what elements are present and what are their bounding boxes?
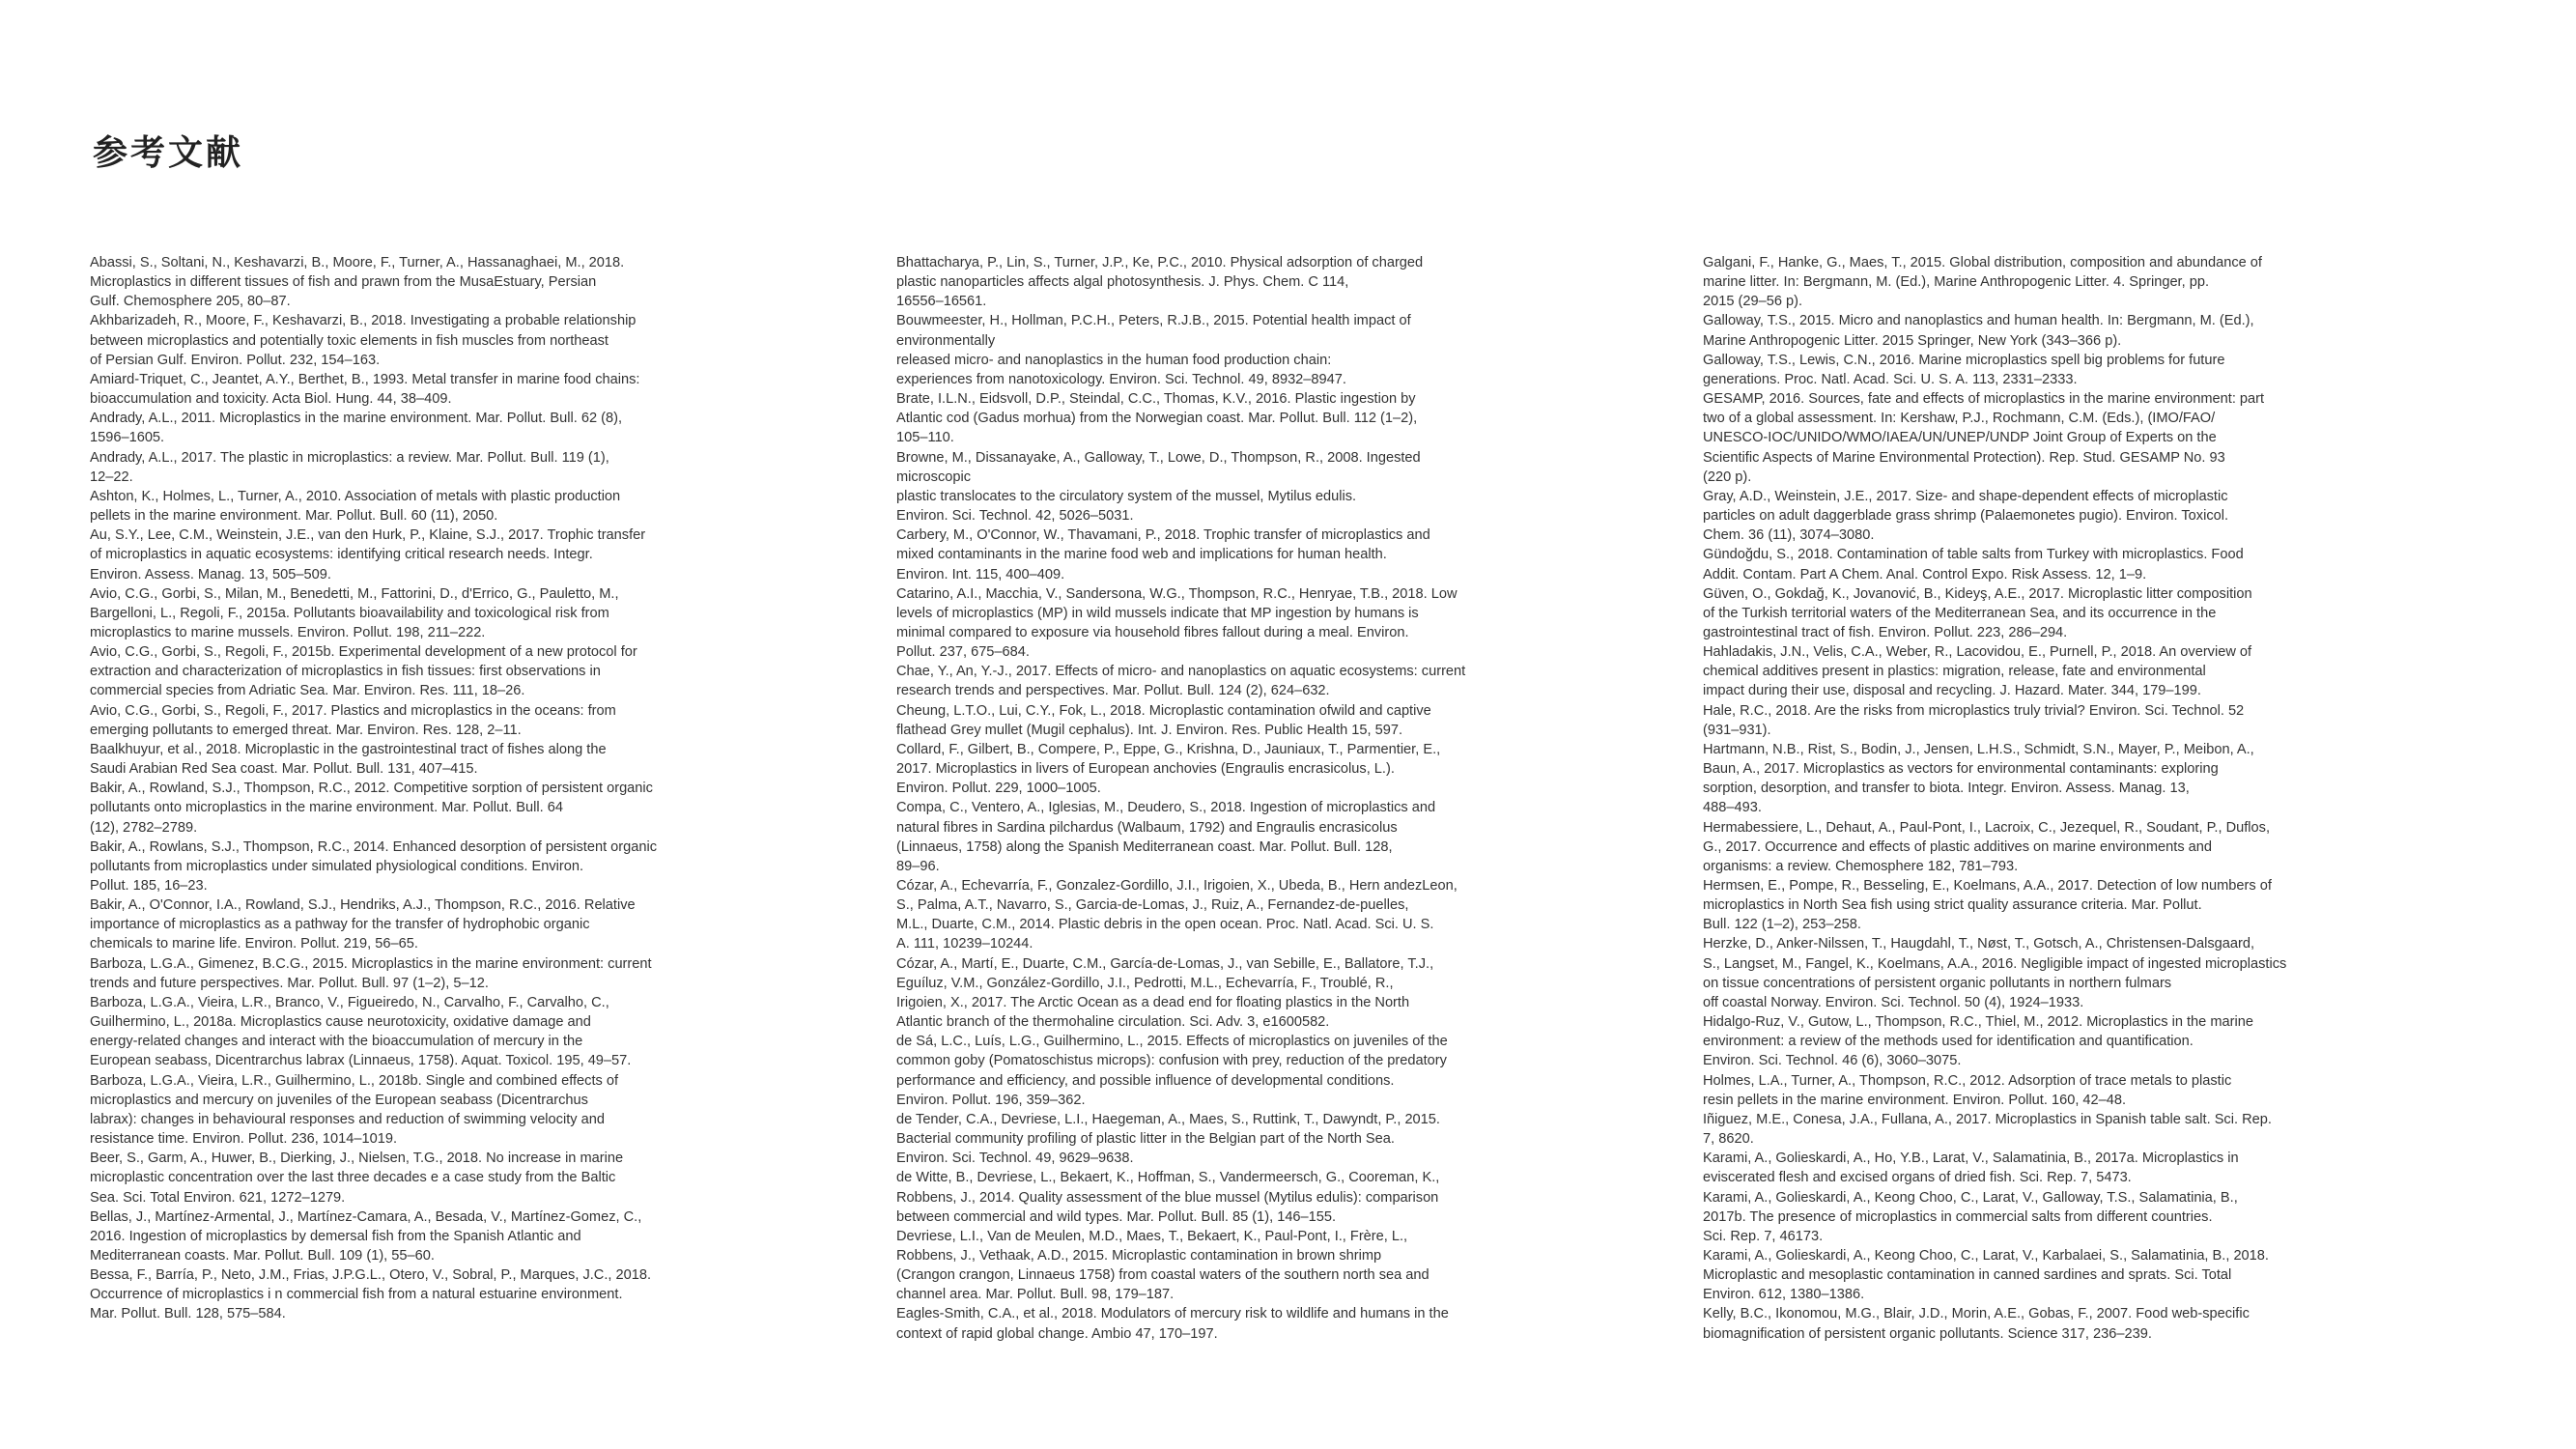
- reference-line: Hahladakis, J.N., Velis, C.A., Weber, R., Lacovidou, E., Purnell, P., 2018. An overview of: [1703, 644, 2252, 661]
- reference-line: (220 p).: [1703, 469, 1752, 485]
- reference-column-1: [90, 253, 747, 1324]
- reference-line: common goby (Pomatoschistus microps): confusion with prey, reduction of the predatory: [896, 1053, 1447, 1069]
- reference-line: Scientific Aspects of Marine Environmental Protection). Rep. Stud. GESAMP No. 93: [1703, 449, 2225, 466]
- reference-line: GESAMP, 2016. Sources, fate and effects of microplastics in the marine environment: part: [1703, 391, 2265, 408]
- reference-line: Sci. Rep. 7, 46173.: [1703, 1228, 1824, 1244]
- reference-line: Hartmann, N.B., Rist, S., Bodin, J., Jensen, L.H.S., Schmidt, S.N., Mayer, P., Meibon, A.,: [1703, 741, 2254, 757]
- reference-column-2: [896, 253, 1553, 1344]
- reference-line: released micro- and nanoplastics in the human food production chain:: [896, 352, 1332, 368]
- reference-line: S., Langset, M., Fangel, K., Koelmans, A.A., 2016. Negligible impact of ingested microplastics: [1703, 955, 2287, 972]
- reference-line: Atlantic branch of the thermohaline circulation. Sci. Adv. 3, e1600582.: [896, 1014, 1330, 1031]
- reference-line: 89–96.: [896, 858, 940, 874]
- reference-line: Marine Anthropogenic Litter. 2015 Springer, New York (343–366 p).: [1703, 332, 2122, 349]
- reference-line: generations. Proc. Natl. Acad. Sci. U. S. A. 113, 2331–2333.: [1703, 371, 2078, 387]
- reference-line: Sea. Sci. Total Environ. 621, 1272–1279.: [90, 1189, 346, 1206]
- reference-line: Microplastic and mesoplastic contamination in canned sardines and sprats. Sci. Total: [1703, 1267, 2232, 1284]
- reference-line: Herzke, D., Anker-Nilssen, T., Haugdahl, T., Nøst, T., Gotsch, A., Christensen-Dalsgaard,: [1703, 936, 2255, 952]
- reference-line: impact during their use, disposal and recycling. J. Hazard. Mater. 344, 179–199.: [1703, 683, 2201, 699]
- reference-line: Bellas, J., Martínez-Armental, J., Martínez-Camara, A., Besada, V., Martínez-Gomez, C.,: [90, 1208, 642, 1225]
- reference-line: Carbery, M., O'Connor, W., Thavamani, P., 2018. Trophic transfer of microplastics and: [896, 527, 1430, 544]
- reference-line: Gulf. Chemosphere 205, 80–87.: [90, 294, 291, 310]
- reference-line: Mar. Pollut. Bull. 128, 575–584.: [90, 1306, 286, 1322]
- reference-line: Ashton, K., Holmes, L., Turner, A., 2010. Association of metals with plastic production: [90, 488, 621, 504]
- reference-line: on tissue concentrations of persistent organic pollutants in northern fulmars: [1703, 975, 2172, 991]
- reference-line: levels of microplastics (MP) in wild mussels indicate that MP ingestion by humans is: [896, 605, 1419, 621]
- reference-line: extraction and characterization of microplastics in fish tissues: first observations in: [90, 664, 601, 680]
- reference-line: 105–110.: [896, 430, 954, 446]
- reference-line: Devriese, L.I., Van de Meulen, M.D., Maes, T., Bekaert, K., Paul-Pont, I., Frère, L.,: [896, 1228, 1408, 1244]
- reference-line: Bakir, A., O'Connor, I.A., Rowland, S.J., Hendriks, A.J., Thompson, R.C., 2016. Relative: [90, 897, 636, 914]
- reference-line: Environ. Assess. Manag. 13, 505–509.: [90, 566, 331, 582]
- reference-line: Cózar, A., Echevarría, F., Gonzalez-Gordillo, J.I., Irigoien, X., Ubeda, B., Hern andezLeon,: [896, 878, 1458, 894]
- reference-line: bioaccumulation and toxicity. Acta Biol. Hung. 44, 38–409.: [90, 391, 452, 408]
- reference-line: 488–493.: [1703, 800, 1762, 816]
- reference-line: de Tender, C.A., Devriese, L.I., Haegeman, A., Maes, S., Ruttink, T., Dawyndt, P., 2015.: [896, 1111, 1440, 1127]
- reference-line: Hidalgo-Ruz, V., Gutow, L., Thompson, R.C., Thiel, M., 2012. Microplastics in the marine: [1703, 1014, 2253, 1031]
- reference-line: between microplastics and potentially toxic elements in fish muscles from northeast: [90, 332, 609, 349]
- reference-line: de Sá, L.C., Luís, L.G., Guilhermino, L., 2015. Effects of microplastics on juveniles of the: [896, 1034, 1448, 1050]
- reference-line: Catarino, A.I., Macchia, V., Sandersona, W.G., Thompson, R.C., Henryae, T.B., 2018. Low: [896, 585, 1458, 602]
- reference-line: sorption, desorption, and transfer to biota. Integr. Environ. Assess. Manag. 13,: [1703, 781, 2190, 797]
- reference-line: Andrady, A.L., 2011. Microplastics in the marine environment. Mar. Pollut. Bull. 62 (8),: [90, 411, 623, 427]
- reference-line: Pollut. 237, 675–684.: [896, 644, 1030, 661]
- reference-line: (12), 2782–2789.: [90, 819, 198, 836]
- reference-line: pollutants from microplastics under simulated physiological conditions. Environ.: [90, 858, 584, 874]
- reference-line: Environ. Sci. Technol. 42, 5026–5031.: [896, 508, 1134, 525]
- reference-line: Environ. Pollut. 196, 359–362.: [896, 1092, 1086, 1108]
- reference-line: Environ. Sci. Technol. 46 (6), 3060–3075.: [1703, 1053, 1962, 1069]
- reference-line: gastrointestinal tract of fish. Environ. Pollut. 223, 286–294.: [1703, 624, 2068, 640]
- reference-line: plastic nanoparticles affects algal photosynthesis. J. Phys. Chem. C 114,: [896, 274, 1349, 291]
- reference-line: environment: a review of the methods used for identification and quantification.: [1703, 1034, 2194, 1050]
- reference-line: Addit. Contam. Part A Chem. Anal. Control Expo. Risk Assess. 12, 1–9.: [1703, 566, 2147, 582]
- reference-line: Baun, A., 2017. Microplastics as vectors for environmental contaminants: exploring: [1703, 761, 2219, 778]
- reference-line: Güven, O., Gokdağ, K., Jovanović, B., Kideyş, A.E., 2017. Microplastic litter composition: [1703, 585, 2252, 602]
- reference-line: 2016. Ingestion of microplastics by demersal fish from the Spanish Atlantic and: [90, 1228, 581, 1244]
- reference-line: Environ. Sci. Technol. 49, 9629–9638.: [896, 1151, 1134, 1167]
- reference-line: Karami, A., Golieskardi, A., Keong Choo, C., Larat, V., Galloway, T.S., Salamatinia, B.,: [1703, 1189, 2238, 1206]
- reference-line: Abassi, S., Soltani, N., Keshavarzi, B., Moore, F., Turner, A., Hassanaghaei, M., 2018.: [90, 255, 625, 270]
- reference-line: of the Turkish territorial waters of the Mediterranean Sea, and its occurrence in the: [1703, 605, 2217, 621]
- reference-line: Compa, C., Ventero, A., Iglesias, M., Deudero, S., 2018. Ingestion of microplastics and: [896, 800, 1436, 816]
- reference-line: Barboza, L.G.A., Gimenez, B.C.G., 2015. Microplastics in the marine environment: current: [90, 955, 652, 972]
- reference-line: Bhattacharya, P., Lin, S., Turner, J.P., Ke, P.C., 2010. Physical adsorption of charged: [896, 255, 1424, 270]
- reference-line: particles on adult daggerblade grass shrimp (Palaemonetes pugio). Environ. Toxicol.: [1703, 508, 2229, 525]
- reference-line: Saudi Arabian Red Sea coast. Mar. Pollut. Bull. 131, 407–415.: [90, 761, 478, 778]
- reference-line: Environ. Int. 115, 400–409.: [896, 566, 1065, 582]
- reference-line: M.L., Duarte, C.M., 2014. Plastic debris in the open ocean. Proc. Natl. Acad. Sci. U. S.: [896, 917, 1434, 933]
- reference-line: Collard, F., Gilbert, B., Compere, P., Eppe, G., Krishna, D., Jauniaux, T., Parmentier, E.,: [896, 741, 1441, 757]
- reference-line: (931–931).: [1703, 722, 1771, 738]
- reference-line: Chae, Y., An, Y.-J., 2017. Effects of micro- and nanoplastics on aquatic ecosystems: current: [896, 664, 1466, 680]
- reference-line: Baalkhuyur, et al., 2018. Microplastic in the gastrointestinal tract of fishes along the: [90, 741, 607, 757]
- reference-line: 1596–1605.: [90, 430, 165, 446]
- reference-line: 2015 (29–56 p).: [1703, 294, 1803, 310]
- reference-line: Avio, C.G., Gorbi, S., Regoli, F., 2015b. Experimental development of a new protocol for: [90, 644, 637, 661]
- reference-line: of microplastics in aquatic ecosystems: identifying critical research needs. Integr.: [90, 547, 593, 563]
- reference-line: pellets in the marine environment. Mar. Pollut. Bull. 60 (11), 2050.: [90, 508, 498, 525]
- reference-line: Karami, A., Golieskardi, A., Keong Choo, C., Larat, V., Karbalaei, S., Salamatinia, B., 2018.: [1703, 1247, 2269, 1264]
- reference-line: G., 2017. Occurrence and effects of plastic additives on marine environments and: [1703, 838, 2213, 855]
- reference-line: de Witte, B., Devriese, L., Bekaert, K., Hoffman, S., Vandermeersch, G., Cooreman, K.,: [896, 1170, 1440, 1186]
- reference-line: plastic translocates to the circulatory system of the mussel, Mytilus edulis.: [896, 488, 1357, 504]
- reference-line: microplastic concentration over the last three decades e a case study from the Baltic: [90, 1170, 616, 1186]
- reference-line: Eagles-Smith, C.A., et al., 2018. Modulators of mercury risk to wildlife and humans in the: [896, 1306, 1449, 1322]
- reference-line: Barboza, L.G.A., Vieira, L.R., Guilhermino, L., 2018b. Single and combined effects of: [90, 1072, 619, 1089]
- reference-line: Irigoien, X., 2017. The Arctic Ocean as a dead end for floating plastics in the North: [896, 994, 1410, 1010]
- reference-line: Hale, R.C., 2018. Are the risks from microplastics truly trivial? Environ. Sci. Technol. 52: [1703, 702, 2245, 719]
- reference-line: Guilhermino, L., 2018a. Microplastics cause neurotoxicity, oxidative damage and: [90, 1014, 591, 1031]
- reference-line: microscopic: [896, 469, 972, 485]
- reference-line: natural fibres in Sardina pilchardus (Walbaum, 1792) and Engraulis encrasicolus: [896, 819, 1398, 836]
- reference-line: Au, S.Y., Lee, C.M., Weinstein, J.E., van den Hurk, P., Klaine, S.J., 2017. Trophic transfer: [90, 527, 646, 544]
- reference-line: Bakir, A., Rowlans, S.J., Thompson, R.C., 2014. Enhanced desorption of persistent organic: [90, 838, 658, 855]
- reference-line: experiences from nanotoxicology. Environ. Sci. Technol. 49, 8932–8947.: [896, 371, 1346, 387]
- reference-line: Andrady, A.L., 2017. The plastic in microplastics: a review. Mar. Pollut. Bull. 119 (1),: [90, 449, 609, 466]
- reference-line: flathead Grey mullet (Mugil cephalus). Int. J. Environ. Res. Public Health 15, 597.: [896, 722, 1403, 738]
- reference-line: 16556–16561.: [896, 294, 987, 310]
- reference-line: European seabass, Dicentrarchus labrax (Linnaeus, 1758). Aquat. Toxicol. 195, 49–57.: [90, 1053, 632, 1069]
- reference-line: Bargelloni, L., Regoli, F., 2015a. Pollutants bioavailability and toxicological risk from: [90, 605, 609, 621]
- page-title: 参考文献: [93, 133, 244, 173]
- reference-line: environmentally: [896, 332, 996, 349]
- reference-line: trends and future perspectives. Mar. Pollut. Bull. 97 (1–2), 5–12.: [90, 975, 489, 991]
- reference-line: Avio, C.G., Gorbi, S., Milan, M., Benedetti, M., Fattorini, D., d'Errico, G., Pauletto, M.,: [90, 585, 619, 602]
- reference-line: Bull. 122 (1–2), 253–258.: [1703, 917, 1861, 933]
- reference-line: (Crangon crangon, Linnaeus 1758) from coastal waters of the southern north sea and: [896, 1267, 1430, 1284]
- reference-line: Amiard-Triquet, C., Jeantet, A.Y., Berthet, B., 1993. Metal transfer in marine food chains:: [90, 371, 640, 387]
- reference-line: Hermabessiere, L., Dehaut, A., Paul-Pont, I., Lacroix, C., Jezequel, R., Soudant, P., Duflos,: [1703, 819, 2271, 836]
- reference-column-3: [1703, 253, 2360, 1344]
- reference-line: Chem. 36 (11), 3074–3080.: [1703, 527, 1875, 544]
- reference-line: resistance time. Environ. Pollut. 236, 1014–1019.: [90, 1131, 398, 1148]
- reference-line: 2017b. The presence of microplastics in commercial salts from different countries.: [1703, 1208, 2213, 1225]
- reference-line: Gray, A.D., Weinstein, J.E., 2017. Size- and shape-dependent effects of microplastic: [1703, 488, 2228, 504]
- reference-line: labrax): changes in behavioural responses and reduction of swimming velocity and: [90, 1111, 605, 1127]
- reference-line: performance and efficiency, and possible influence of developmental conditions.: [896, 1072, 1395, 1089]
- reference-line: Iñiguez, M.E., Conesa, J.A., Fullana, A., 2017. Microplastics in Spanish table salt. Sci. Rep.: [1703, 1111, 2272, 1127]
- reference-line: eviscerated flesh and excised organs of dried fish. Sci. Rep. 7, 5473.: [1703, 1170, 2132, 1186]
- reference-line: channel area. Mar. Pollut. Bull. 98, 179–187.: [896, 1287, 1175, 1303]
- reference-line: mixed contaminants in the marine food web and implications for human health.: [896, 547, 1387, 563]
- reference-line: UNESCO-IOC/UNIDO/WMO/IAEA/UN/UNEP/UNDP Joint Group of Experts on the: [1703, 430, 2217, 446]
- reference-line: Gündoğdu, S., 2018. Contamination of table salts from Turkey with microplastics. Food: [1703, 547, 2244, 563]
- reference-line: Galloway, T.S., Lewis, C.N., 2016. Marine microplastics spell big problems for future: [1703, 352, 2225, 368]
- reference-line: resin pellets in the marine environment. Environ. Pollut. 160, 42–48.: [1703, 1092, 2127, 1108]
- reference-line: 2017. Microplastics in livers of European anchovies (Engraulis encrasicolus, L.).: [896, 761, 1395, 778]
- reference-line: energy-related changes and interact with the bioaccumulation of mercury in the: [90, 1034, 583, 1050]
- reference-line: context of rapid global change. Ambio 47, 170–197.: [896, 1325, 1218, 1342]
- reference-line: S., Palma, A.T., Navarro, S., Garcia-de-Lomas, J., Ruiz, A., Fernandez-de-puelles,: [896, 897, 1409, 914]
- reference-line: Robbens, J., Vethaak, A.D., 2015. Microplastic contamination in brown shrimp: [896, 1247, 1382, 1264]
- reference-line: Avio, C.G., Gorbi, S., Regoli, F., 2017. Plastics and microplastics in the oceans: from: [90, 702, 616, 719]
- reference-line: of Persian Gulf. Environ. Pollut. 232, 154–163.: [90, 352, 381, 368]
- reference-line: research trends and perspectives. Mar. Pollut. Bull. 124 (2), 624–632.: [896, 683, 1330, 699]
- reference-line: between commercial and wild types. Mar. Pollut. Bull. 85 (1), 146–155.: [896, 1208, 1337, 1225]
- reference-line: Mediterranean coasts. Mar. Pollut. Bull. 109 (1), 55–60.: [90, 1247, 435, 1264]
- reference-line: minimal compared to exposure via household fibres fallout during a meal. Environ.: [896, 624, 1409, 640]
- reference-line: Galloway, T.S., 2015. Micro and nanoplastics and human health. In: Bergmann, M. (Ed.),: [1703, 313, 2254, 329]
- reference-line: Akhbarizadeh, R., Moore, F., Keshavarzi, B., 2018. Investigating a probable relationship: [90, 313, 637, 329]
- reference-line: microplastics to marine mussels. Environ. Pollut. 198, 211–222.: [90, 624, 486, 640]
- reference-line: Beer, S., Garm, A., Huwer, B., Dierking, J., Nielsen, T.G., 2018. No increase in marine: [90, 1151, 624, 1167]
- reference-line: biomagnification of persistent organic pollutants. Science 317, 236–239.: [1703, 1325, 2152, 1342]
- reference-line: chemical additives present in plastics: migration, release, fate and environmental: [1703, 664, 2206, 680]
- reference-line: Holmes, L.A., Turner, A., Thompson, R.C., 2012. Adsorption of trace metals to plastic: [1703, 1072, 2232, 1089]
- reference-line: Environ. 612, 1380–1386.: [1703, 1287, 1865, 1303]
- reference-line: off coastal Norway. Environ. Sci. Technol. 50 (4), 1924–1933.: [1703, 994, 2084, 1010]
- reference-line: 7, 8620.: [1703, 1131, 1754, 1148]
- reference-line: Pollut. 185, 16–23.: [90, 878, 208, 894]
- reference-line: Eguíluz, V.M., González-Gordillo, J.I., Pedrotti, M.L., Echevarría, F., Troublé, R.,: [896, 975, 1394, 991]
- reference-line: Cózar, A., Martí, E., Duarte, C.M., García-de-Lomas, J., van Sebille, E., Ballatore, T.J.,: [896, 955, 1434, 972]
- reference-line: Karami, A., Golieskardi, A., Ho, Y.B., Larat, V., Salamatinia, B., 2017a. Microplastics in: [1703, 1151, 2239, 1167]
- reference-line: pollutants onto microplastics in the marine environment. Mar. Pollut. Bull. 64: [90, 800, 563, 816]
- reference-line: microplastics and mercury on juveniles of the European seabass (Dicentrarchus: [90, 1092, 588, 1108]
- reference-line: commercial species from Adriatic Sea. Mar. Environ. Res. 111, 18–26.: [90, 683, 525, 699]
- reference-line: marine litter. In: Bergmann, M. (Ed.), Marine Anthropogenic Litter. 4. Springer, pp.: [1703, 274, 2210, 291]
- reference-line: organisms: a review. Chemosphere 182, 781–793.: [1703, 858, 2019, 874]
- reference-line: Atlantic cod (Gadus morhua) from the Norwegian coast. Mar. Pollut. Bull. 112 (1–2),: [896, 411, 1418, 427]
- reference-line: Microplastics in different tissues of fish and prawn from the MusaEstuary, Persian: [90, 274, 597, 291]
- reference-line: emerging pollutants to emerged threat. Mar. Environ. Res. 128, 2–11.: [90, 722, 522, 738]
- reference-line: Robbens, J., 2014. Quality assessment of the blue mussel (Mytilus edulis): comparison: [896, 1189, 1439, 1206]
- reference-line: chemicals to marine life. Environ. Pollut. 219, 56–65.: [90, 936, 418, 952]
- reference-line: Environ. Pollut. 229, 1000–1005.: [896, 781, 1101, 797]
- reference-line: A. 111, 10239–10244.: [896, 936, 1033, 952]
- reference-line: Barboza, L.G.A., Vieira, L.R., Branco, V., Figueiredo, N., Carvalho, F., Carvalho, C.,: [90, 994, 609, 1010]
- reference-line: Bacterial community profiling of plastic litter in the Belgian part of the North Sea.: [896, 1131, 1395, 1148]
- reference-line: Kelly, B.C., Ikonomou, M.G., Blair, J.D., Morin, A.E., Gobas, F., 2007. Food web-specific: [1703, 1306, 2250, 1322]
- reference-line: Bakir, A., Rowland, S.J., Thompson, R.C., 2012. Competitive sorption of persistent organic: [90, 781, 653, 797]
- reference-line: importance of microplastics as a pathway for the transfer of hydrophobic organic: [90, 917, 590, 933]
- reference-line: microplastics in North Sea fish using strict quality assurance criteria. Mar. Pollut.: [1703, 897, 2202, 914]
- reference-line: Brate, I.L.N., Eidsvoll, D.P., Steindal, C.C., Thomas, K.V., 2016. Plastic ingestion by: [896, 391, 1416, 408]
- reference-line: Galgani, F., Hanke, G., Maes, T., 2015. Global distribution, composition and abundance of: [1703, 255, 2262, 270]
- reference-line: Bouwmeester, H., Hollman, P.C.H., Peters, R.J.B., 2015. Potential health impact of: [896, 313, 1411, 329]
- reference-line: Bessa, F., Barría, P., Neto, J.M., Frias, J.P.G.L., Otero, V., Sobral, P., Marques, J.C., 2018.: [90, 1267, 652, 1284]
- reference-line: two of a global assessment. In: Kershaw, P.J., Rochmann, C.M. (Eds.), (IMO/FAO/: [1703, 411, 2216, 427]
- reference-line: (Linnaeus, 1758) along the Spanish Mediterranean coast. Mar. Pollut. Bull. 128,: [896, 838, 1393, 855]
- reference-line: Cheung, L.T.O., Lui, C.Y., Fok, L., 2018. Microplastic contamination ofwild and captive: [896, 702, 1431, 719]
- reference-line: Occurrence of microplastics i n commercial fish from a natural estuarine environment.: [90, 1287, 623, 1303]
- reference-line: Browne, M., Dissanayake, A., Galloway, T., Lowe, D., Thompson, R., 2008. Ingested: [896, 449, 1421, 466]
- reference-line: 12–22.: [90, 469, 133, 485]
- reference-line: Hermsen, E., Pompe, R., Besseling, E., Koelmans, A.A., 2017. Detection of low numbers of: [1703, 878, 2272, 894]
